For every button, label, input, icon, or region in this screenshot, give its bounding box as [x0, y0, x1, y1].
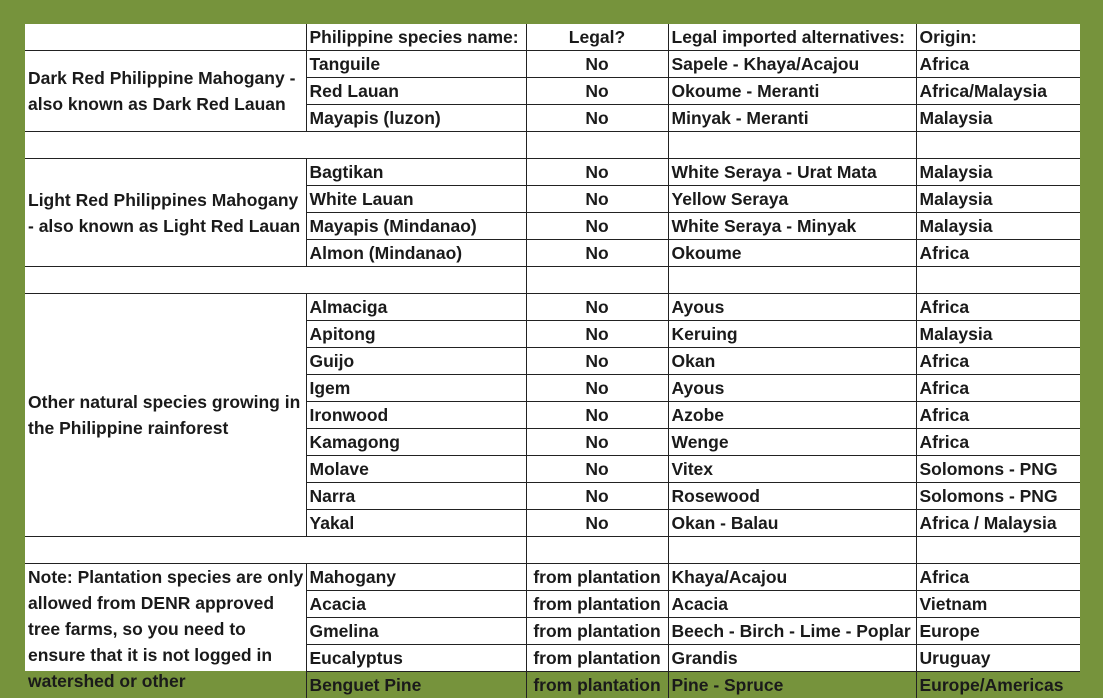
legal-status-cell: No — [526, 51, 668, 78]
spacer-cell — [526, 537, 668, 564]
origin-cell: Africa — [916, 429, 1080, 456]
origin-cell: Europe/Americas — [916, 672, 1080, 698]
origin-cell: Malaysia — [916, 321, 1080, 348]
species-name-cell: Mahogany — [306, 564, 526, 591]
origin-cell: Africa — [916, 348, 1080, 375]
species-name-cell: Tanguile — [306, 51, 526, 78]
spacer-cell — [25, 537, 526, 564]
species-name-cell: Ironwood — [306, 402, 526, 429]
species-name-cell: Almaciga — [306, 294, 526, 321]
alternative-cell: Wenge — [668, 429, 916, 456]
legal-status-cell: No — [526, 483, 668, 510]
origin-cell: Europe — [916, 618, 1080, 645]
legal-status-cell: No — [526, 402, 668, 429]
species-name-cell: Yakal — [306, 510, 526, 537]
legal-status-cell: No — [526, 321, 668, 348]
group-label: Dark Red Philippine Mahogany - also known as Dark Red Lauan — [25, 51, 306, 132]
origin-cell: Africa — [916, 51, 1080, 78]
species-name-cell: Kamagong — [306, 429, 526, 456]
spacer-cell — [916, 267, 1080, 294]
legal-status-cell: from plantation — [526, 672, 668, 698]
header-legal: Legal? — [526, 24, 668, 51]
spacer-row — [25, 537, 1080, 564]
legal-status-cell: from plantation — [526, 564, 668, 591]
legal-status-cell: No — [526, 348, 668, 375]
table-row — [25, 564, 1080, 591]
alternative-cell: Okoume — [668, 240, 916, 267]
legal-status-cell: No — [526, 78, 668, 105]
origin-cell: Africa / Malaysia — [916, 510, 1080, 537]
legal-status-cell: No — [526, 429, 668, 456]
origin-cell: Solomons - PNG — [916, 456, 1080, 483]
spacer-cell — [668, 537, 916, 564]
spacer-row — [25, 132, 1080, 159]
species-name-cell: Gmelina — [306, 618, 526, 645]
species-name-cell: Almon (Mindanao) — [306, 240, 526, 267]
species-name-cell: Benguet Pine — [306, 672, 526, 698]
spacer-cell — [25, 132, 526, 159]
origin-cell: Africa — [916, 294, 1080, 321]
origin-cell: Solomons - PNG — [916, 483, 1080, 510]
species-table — [25, 24, 1080, 698]
species-name-cell: Guijo — [306, 348, 526, 375]
origin-cell: Malaysia — [916, 159, 1080, 186]
alternative-cell: Minyak - Meranti — [668, 105, 916, 132]
alternative-cell: Okoume - Meranti — [668, 78, 916, 105]
spacer-cell — [668, 267, 916, 294]
alternative-cell: Okan - Balau — [668, 510, 916, 537]
alternative-cell: Khaya/Acajou — [668, 564, 916, 591]
spacer-cell — [916, 537, 1080, 564]
origin-cell: Africa/Malaysia — [916, 78, 1080, 105]
header-species-name: Philippine species name: — [306, 24, 526, 51]
legal-status-cell: from plantation — [526, 618, 668, 645]
alternative-cell: Okan — [668, 348, 916, 375]
header-origin: Origin: — [916, 24, 1080, 51]
alternative-cell: Ayous — [668, 294, 916, 321]
alternative-cell: Keruing — [668, 321, 916, 348]
group-label: Other natural species growing in the Philippine rainforest — [25, 294, 306, 537]
legal-status-cell: No — [526, 105, 668, 132]
alternative-cell: White Seraya - Minyak — [668, 213, 916, 240]
legal-status-cell: No — [526, 375, 668, 402]
alternative-cell: Rosewood — [668, 483, 916, 510]
alternative-cell: Sapele - Khaya/Acajou — [668, 51, 916, 78]
header-row — [25, 24, 1080, 51]
origin-cell: Africa — [916, 402, 1080, 429]
alternative-cell: Azobe — [668, 402, 916, 429]
table-row — [25, 294, 1080, 321]
legal-status-cell: No — [526, 510, 668, 537]
species-name-cell: Molave — [306, 456, 526, 483]
origin-cell: Malaysia — [916, 186, 1080, 213]
legal-status-cell: No — [526, 294, 668, 321]
spacer-cell — [526, 267, 668, 294]
origin-cell: Africa — [916, 564, 1080, 591]
origin-cell: Africa — [916, 240, 1080, 267]
legal-status-cell: No — [526, 456, 668, 483]
group-label: Note: Plantation species are only allowed from DENR approved tree farms, so you need to ensure that it is not logged in watershed or other — [25, 564, 306, 698]
species-name-cell: Eucalyptus — [306, 645, 526, 672]
origin-cell: Africa — [916, 375, 1080, 402]
alternative-cell: Acacia — [668, 591, 916, 618]
legal-status-cell: No — [526, 213, 668, 240]
alternative-cell: Yellow Seraya — [668, 186, 916, 213]
legal-status-cell: from plantation — [526, 645, 668, 672]
species-name-cell: Narra — [306, 483, 526, 510]
spacer-cell — [668, 132, 916, 159]
spacer-cell — [526, 132, 668, 159]
alternative-cell: White Seraya - Urat Mata — [668, 159, 916, 186]
origin-cell: Malaysia — [916, 213, 1080, 240]
alternative-cell: Beech - Birch - Lime - Poplar — [668, 618, 916, 645]
table-row — [25, 51, 1080, 78]
alternative-cell: Vitex — [668, 456, 916, 483]
species-name-cell: Apitong — [306, 321, 526, 348]
species-name-cell: Bagtikan — [306, 159, 526, 186]
species-name-cell: Red Lauan — [306, 78, 526, 105]
legal-status-cell: from plantation — [526, 591, 668, 618]
species-name-cell: Mayapis (luzon) — [306, 105, 526, 132]
species-table-frame — [25, 24, 1080, 671]
species-name-cell: Mayapis (Mindanao) — [306, 213, 526, 240]
species-name-cell: White Lauan — [306, 186, 526, 213]
spacer-cell — [25, 267, 526, 294]
species-name-cell: Acacia — [306, 591, 526, 618]
origin-cell: Vietnam — [916, 591, 1080, 618]
spacer-cell — [916, 132, 1080, 159]
alternative-cell: Ayous — [668, 375, 916, 402]
species-name-cell: Igem — [306, 375, 526, 402]
group-label: Light Red Philippines Mahogany - also known as Light Red Lauan — [25, 159, 306, 267]
spacer-row — [25, 267, 1080, 294]
alternative-cell: Pine - Spruce — [668, 672, 916, 698]
origin-cell: Uruguay — [916, 645, 1080, 672]
table-row — [25, 159, 1080, 186]
header-category — [25, 24, 306, 51]
legal-status-cell: No — [526, 159, 668, 186]
header-alternatives: Legal imported alternatives: — [668, 24, 916, 51]
legal-status-cell: No — [526, 240, 668, 267]
origin-cell: Malaysia — [916, 105, 1080, 132]
alternative-cell: Grandis — [668, 645, 916, 672]
legal-status-cell: No — [526, 186, 668, 213]
